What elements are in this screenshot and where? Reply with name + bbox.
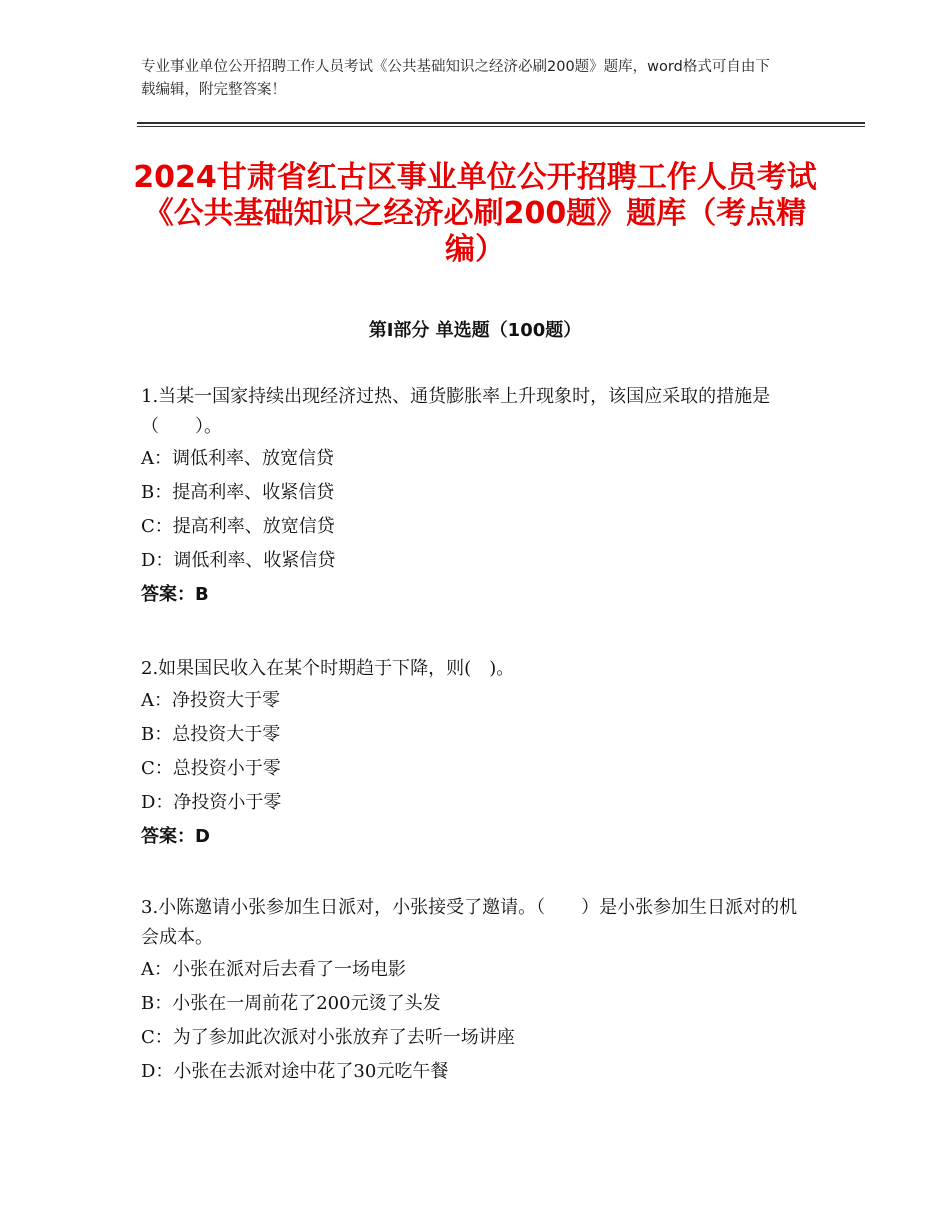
option-c: C：总投资小于零 — [141, 758, 281, 779]
option-d: D：小张在去派对途中花了30元吃午餐 — [141, 1061, 449, 1082]
option-b: B：小张在一周前花了200元烫了头发 — [141, 993, 441, 1014]
header-divider — [137, 122, 865, 124]
document-title: 2024甘肃省红古区事业单位公开招聘工作人员考试《公共基础知识之经济必刷200题》题库（考点精编） — [133, 160, 817, 267]
option-a: A：调低利率、放宽信贷 — [141, 448, 334, 469]
option-a: A：净投资大于零 — [141, 690, 280, 711]
option-d: D：净投资小于零 — [141, 792, 282, 813]
question-text: 1.当某一国家持续出现经济过热、通货膨胀率上升现象时，该国应采取的措施是（ ）。 — [141, 386, 771, 437]
answer: 答案：D — [141, 826, 210, 847]
question-text: 2.如果国民收入在某个时期趋于下降，则( )。 — [141, 658, 515, 679]
option-c: C：为了参加此次派对小张放弃了去听一场讲座 — [141, 1027, 515, 1048]
question-text: 3.小陈邀请小张参加生日派对，小张接受了邀请。（ ）是小张参加生日派对的机会成本。 — [141, 897, 798, 948]
header-note: 专业事业单位公开招聘工作人员考试《公共基础知识之经济必刷200题》题库，word格式可自由下载编辑，附完整答案！ — [141, 59, 770, 98]
section-heading: 第Ⅰ部分 单选题（100题） — [368, 320, 582, 341]
option-b: B：总投资大于零 — [141, 724, 281, 745]
header-divider-thin — [137, 126, 865, 127]
option-c: C：提高利率、放宽信贷 — [141, 516, 335, 537]
question-3 — [141, 893, 801, 1089]
option-a: A：小张在派对后去看了一场电影 — [141, 959, 406, 980]
option-d: D：调低利率、收紧信贷 — [141, 550, 336, 571]
question-1 — [141, 382, 801, 612]
answer: 答案：B — [141, 584, 209, 605]
question-2 — [141, 654, 801, 854]
option-b: B：提高利率、收紧信贷 — [141, 482, 335, 503]
